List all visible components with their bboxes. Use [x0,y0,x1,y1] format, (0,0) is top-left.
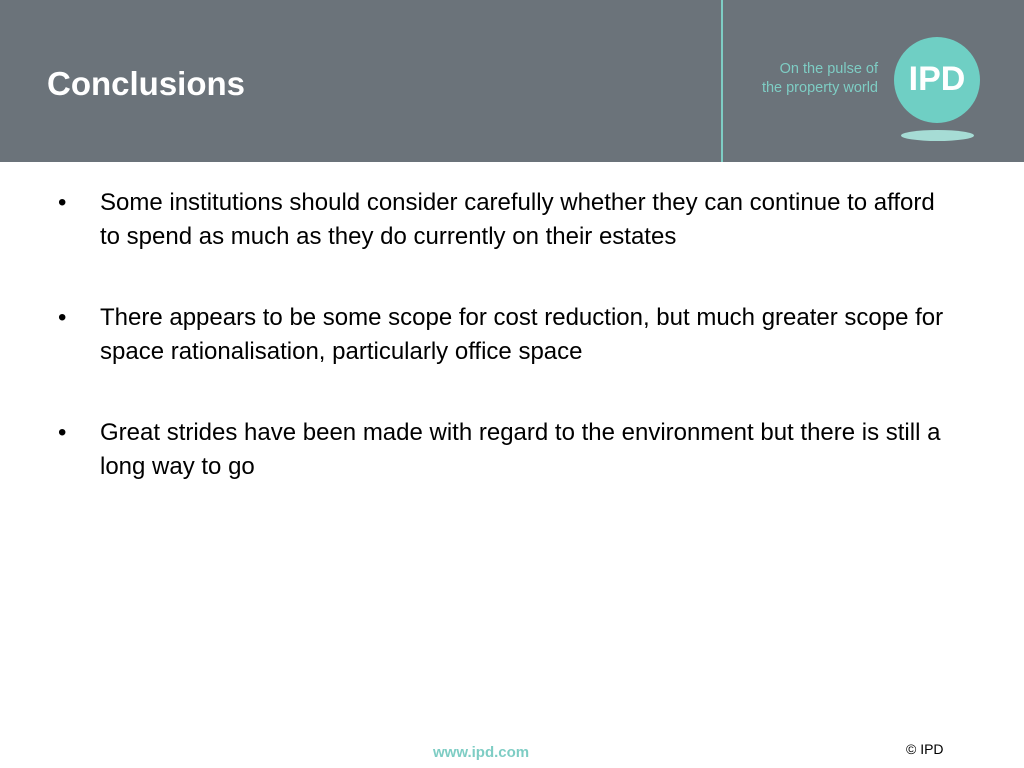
logo-text: IPD [908,59,966,98]
logo-shadow [901,130,974,141]
footer-website-link[interactable]: www.ipd.com [433,744,530,761]
bullet-text: Great strides have been made with regard to the environment but there is still a long way to go [100,419,941,480]
bullet-text: There appears to be some scope for cost reduction, but much greater scope for space rationalisation, particularly office space [100,304,944,365]
tagline [762,60,878,98]
tagline-line-2: the property world [761,80,878,96]
bullet-item [58,416,958,484]
slide-title: Conclusions [47,65,246,102]
bullet-dot-icon: • [58,304,67,331]
bullet-list [58,186,958,531]
bullet-item [58,186,958,254]
header-banner [0,0,1024,162]
bullet-dot-icon: • [58,419,67,446]
header-divider [721,0,723,162]
ipd-logo-icon [894,37,980,123]
bullet-dot-icon: • [58,189,67,216]
copyright-notice: © IPD [906,741,944,757]
bullet-item [58,301,958,369]
tagline-line-1: On the pulse of [779,61,878,77]
bullet-text: Some institutions should consider carefully whether they can continue to afford to spend as much as they do currently on their estates [100,189,935,250]
